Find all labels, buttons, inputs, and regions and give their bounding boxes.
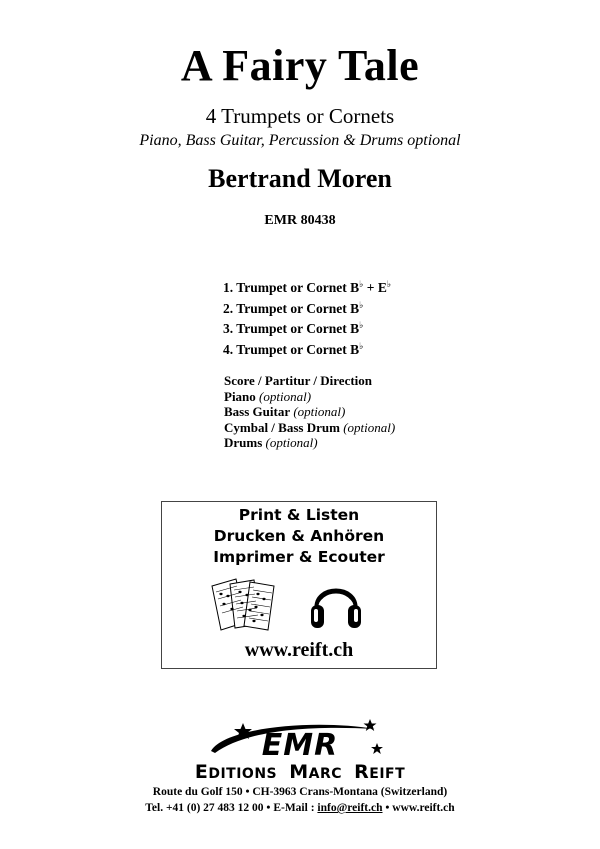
composer: Bertrand Moren: [208, 164, 392, 193]
optional-instruments: Piano, Bass Guitar, Percussion & Drums optional: [139, 132, 461, 149]
promo-line-en: Print & Listen: [238, 506, 360, 524]
additional-part-item: Piano (optional): [224, 388, 312, 404]
publisher-name: EDITIONS MARC REIFT: [194, 761, 406, 783]
additional-part-item: Cymbal / Bass Drum (optional): [224, 419, 396, 435]
print-listen-box: [161, 501, 437, 669]
additional-parts-list: [224, 373, 395, 451]
emr-logo: [205, 717, 395, 761]
email-link[interactable]: info@reift.ch: [317, 802, 383, 814]
sheet-music-icon: [206, 576, 282, 634]
parts-list: [223, 274, 391, 356]
logo-text: EMR: [261, 728, 339, 761]
additional-part-item: Score / Partitur / Direction: [224, 373, 373, 388]
additional-part-item: Bass Guitar (optional): [224, 404, 346, 419]
subtitle: 4 Trumpets or Cornets: [205, 104, 395, 128]
headphones-icon: [308, 575, 364, 633]
title: A Fairy Tale: [180, 41, 420, 90]
website-url[interactable]: www.reift.ch: [244, 639, 354, 661]
catalog-number: EMR 80438: [264, 213, 336, 228]
promo-line-fr: Imprimer & Ecouter: [213, 548, 385, 566]
additional-part-item: Drums (optional): [224, 435, 318, 450]
promo-line-de: Drucken & Anhören: [213, 527, 385, 545]
part-item: 3. Trumpet or Cornet B♭: [223, 320, 364, 336]
part-item: 1. Trumpet or Cornet B♭ + E♭: [223, 279, 392, 295]
part-item: 4. Trumpet or Cornet B♭: [223, 340, 364, 357]
publisher-contact: Tel. +41 (0) 27 483 12 00 • E-Mail : info@reift.ch • www.reift.ch: [145, 802, 455, 814]
part-item: 2. Trumpet or Cornet B♭: [223, 299, 364, 316]
publisher-address: Route du Golf 150 • CH-3963 Crans-Montana (Switzerland): [152, 786, 448, 798]
